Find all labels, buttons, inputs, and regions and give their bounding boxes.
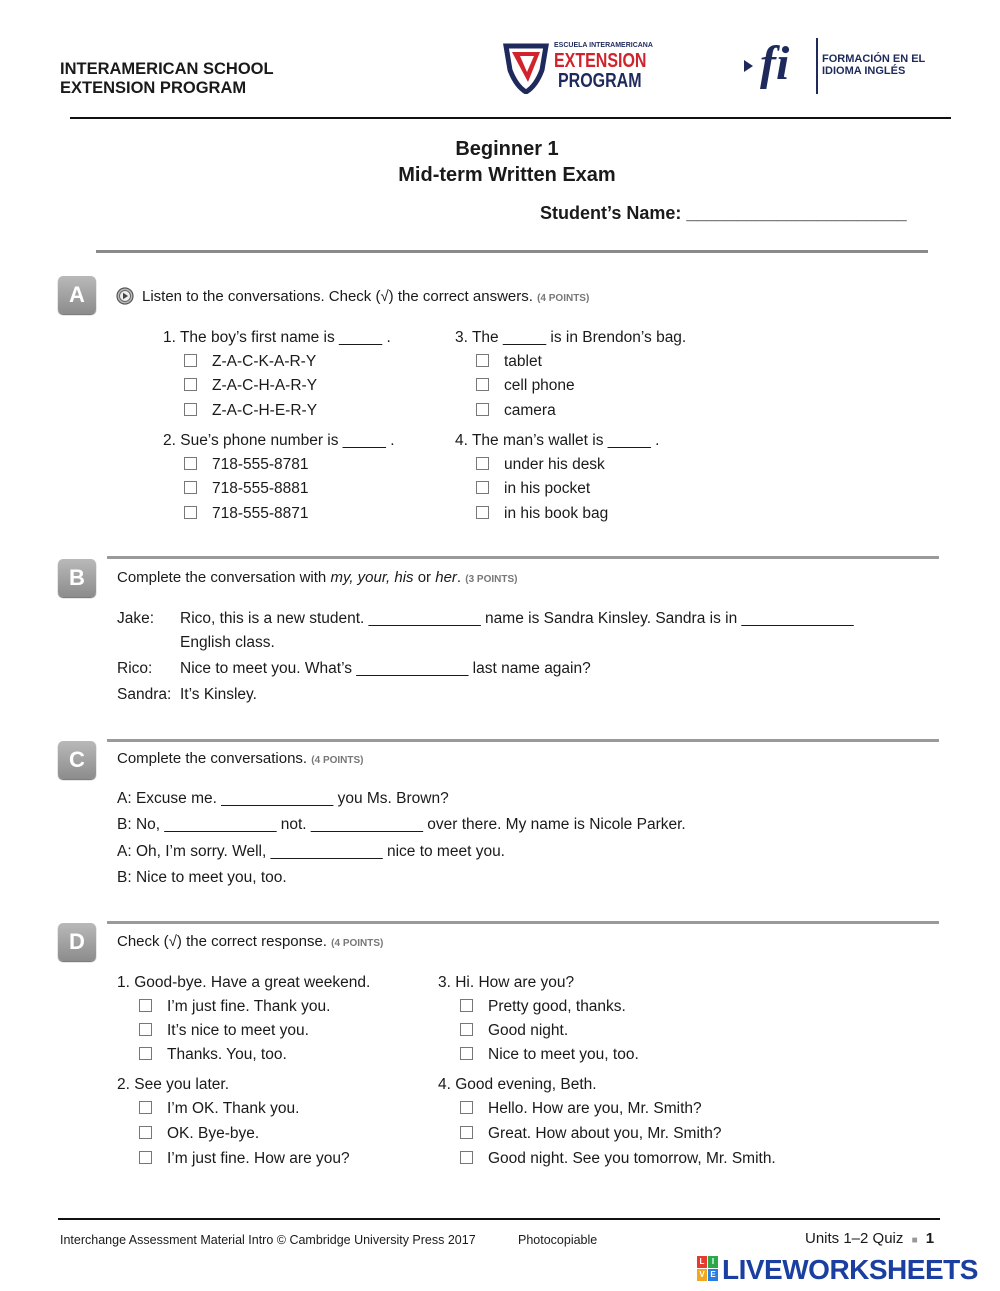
checkbox[interactable] [139,1151,152,1164]
option-label: Hello. How are you, Mr. Smith? [488,1100,702,1117]
logo-program-text: PROGRAM [558,70,642,92]
d-q2-option-3[interactable] [139,1150,350,1168]
section-b-points: (3 POINTS) [465,574,518,585]
a-q1-option-1[interactable] [184,353,316,371]
fi-line-1: FORMACIÓN EN EL [822,53,926,65]
audio-icon[interactable] [116,287,132,303]
logo-extension-text: EXTENSION [554,50,647,72]
section-d-instruction [117,933,383,950]
c-line-2[interactable]: B: No, _____________ not. _____________ over there. My name is Nicole Parker. [117,816,686,833]
fi-line-2: IDIOMA INGLÉS [822,65,906,77]
fi-divider [816,38,818,94]
liveworksheets-watermark[interactable]: LIVEWORKSHEETS [722,1254,978,1285]
b-line-3: It’s Kinsley. [180,686,257,703]
school-line-2: EXTENSION PROGRAM [60,79,247,97]
checkbox[interactable] [139,1047,152,1060]
play-arrow-icon [744,60,753,72]
a-question-1: 1. The boy’s first name is _____ . [163,329,391,346]
option-label: I’m OK. Thank you. [167,1100,300,1117]
checkbox[interactable] [460,1047,473,1060]
option-label: camera [504,402,556,419]
d-q4-option-2[interactable] [460,1125,721,1143]
exam-title-1: Beginner 1 [455,138,559,160]
checkbox[interactable] [460,1151,473,1164]
checkbox[interactable] [139,1126,152,1139]
instr-part: . [456,569,462,586]
option-label: Z-A-C-H-E-R-Y [212,402,318,419]
c-line-3[interactable]: A: Oh, I’m sorry. Well, _____________ nice to meet you. [117,843,505,860]
shield-logo-icon [502,42,550,94]
d-q2-option-1[interactable] [139,1100,299,1118]
option-label: in his pocket [504,480,591,497]
d-q4-option-3[interactable] [460,1150,776,1168]
d-question-3: 3. Hi. How are you? [438,974,575,991]
checkbox[interactable] [476,378,489,391]
instr-text: Complete the conversations. [117,750,308,767]
section-a-badge: A [58,276,96,314]
checkbox[interactable] [460,1101,473,1114]
d-q1-option-2[interactable] [139,1022,309,1040]
checkbox[interactable] [184,378,197,391]
footer-copyright: Interchange Assessment Material Intro © Cambridge University Press 2017 [60,1233,476,1247]
checkbox[interactable] [139,1023,152,1036]
section-d-badge: D [58,923,96,961]
bullet-icon: ■ [911,1235,918,1246]
logo-tile: V [697,1269,707,1281]
option-label: cell phone [504,377,575,394]
section-c-rule [107,739,939,742]
a-q3-option-3[interactable] [476,402,556,420]
instr-text: Check (√) the correct response. [117,933,327,950]
option-label: 718-555-8781 [212,456,309,473]
a-question-3: 3. The _____ is in Brendon’s bag. [455,329,687,346]
option-label: in his book bag [504,505,609,522]
d-q3-option-2[interactable] [460,1022,568,1040]
option-label: Z-A-C-H-A-R-Y [212,377,318,394]
checkbox[interactable] [139,1101,152,1114]
d-question-2: 2. See you later. [117,1076,230,1093]
b-speaker-3: Sandra: [117,686,172,703]
a-question-2: 2. Sue’s phone number is _____ . [163,432,395,449]
footer-rule [58,1218,940,1220]
logo-tile: E [708,1269,718,1281]
checkbox[interactable] [476,457,489,470]
checkbox[interactable] [184,403,197,416]
option-label: It’s nice to meet you. [167,1022,309,1039]
footer-quiz-label [805,1230,934,1247]
a-question-4: 4. The man’s wallet is _____ . [455,432,660,449]
liveworksheets-logo-icon [697,1256,719,1282]
logo-small-text: ESCUELA INTERAMERICANA [554,42,653,49]
section-c-instruction [117,750,364,767]
a-q2-option-3[interactable] [184,505,309,523]
footer-photocopiable: Photocopiable [518,1233,598,1247]
checkbox[interactable] [184,354,197,367]
option-label: 718-555-8871 [212,505,309,522]
section-d-points: (4 POINTS) [331,938,384,949]
b-line-2[interactable]: Nice to meet you. What’s _____________ last name again? [180,660,591,677]
a-q4-option-1[interactable] [476,456,605,474]
checkbox[interactable] [184,481,197,494]
exam-title-2: Mid-term Written Exam [398,164,616,186]
instr-part: or [413,569,436,586]
section-a-points: (4 POINTS) [537,293,590,304]
d-q3-option-1[interactable] [460,998,626,1016]
b-speaker-1: Jake: [117,610,155,627]
option-label: tablet [504,353,542,370]
checkbox[interactable] [184,457,197,470]
option-label: Z-A-C-K-A-R-Y [212,353,317,370]
logo-tile: L [697,1256,707,1268]
option-label: I’m just fine. Thank you. [167,998,331,1015]
section-b-instruction [117,569,518,586]
section-c-points: (4 POINTS) [311,755,364,766]
a-q3-option-2[interactable] [476,377,575,395]
title-rule [96,250,928,253]
option-label: Pretty good, thanks. [488,998,626,1015]
a-q1-option-2[interactable] [184,377,317,395]
option-label: Nice to meet you, too. [488,1046,639,1063]
checkbox[interactable] [460,1023,473,1036]
quiz-label: Units 1–2 Quiz [805,1230,904,1247]
a-q4-option-3[interactable] [476,505,608,523]
d-q4-option-1[interactable] [460,1100,702,1118]
a-q2-option-1[interactable] [184,456,309,474]
checkbox[interactable] [460,999,473,1012]
instr-italic: my, your, his [330,569,414,586]
section-d-rule [107,921,939,924]
option-label: I’m just fine. How are you? [167,1150,350,1167]
logo-tile: I [708,1256,718,1268]
option-label: 718-555-8881 [212,480,309,497]
option-label: Good night. See you tomorrow, Mr. Smith. [488,1150,776,1167]
option-label: Great. How about you, Mr. Smith? [488,1125,722,1142]
a-q3-option-1[interactable] [476,353,542,371]
checkbox[interactable] [139,999,152,1012]
section-c-badge: C [58,741,96,779]
fi-mark: fi [760,37,790,90]
header-rule [70,117,951,119]
d-q1-option-3[interactable] [139,1046,287,1064]
d-q1-option-1[interactable] [139,998,330,1016]
student-name-field[interactable]: Student’s Name: ______________________ [540,203,907,223]
option-label: Thanks. You, too. [167,1046,287,1063]
d-question-1: 1. Good-bye. Have a great weekend. [117,974,371,991]
instr-italic: her [435,569,457,586]
checkbox[interactable] [460,1126,473,1139]
section-a-instruction-text: Listen to the conversations. Check (√) the correct answers. [142,288,533,305]
d-question-4: 4. Good evening, Beth. [438,1076,597,1093]
school-name [60,60,274,98]
checkbox[interactable] [476,481,489,494]
page-number: 1 [925,1230,935,1247]
b-line-1-cont: English class. [180,634,275,651]
option-label: Good night. [488,1022,569,1039]
fi-text [822,53,925,77]
a-q4-option-2[interactable] [476,480,590,498]
instr-part: Complete the conversation with [117,569,331,586]
section-a-instruction [142,288,589,305]
section-b-badge: B [58,559,96,597]
d-q3-option-3[interactable] [460,1046,639,1064]
checkbox[interactable] [476,403,489,416]
option-label: OK. Bye-bye. [167,1125,260,1142]
fi-logo [744,38,944,96]
school-line-1: INTERAMERICAN SCHOOL [60,60,274,78]
checkbox[interactable] [476,506,489,519]
a-q1-option-3[interactable] [184,402,317,420]
checkbox[interactable] [476,354,489,367]
checkbox[interactable] [184,506,197,519]
c-line-4: B: Nice to meet you, too. [117,869,287,886]
b-line-1[interactable]: Rico, this is a new student. _____________ name is Sandra Kinsley. Sandra is in _____________ [180,610,854,627]
c-line-1[interactable]: A: Excuse me. _____________ you Ms. Brown? [117,790,449,807]
b-speaker-2: Rico: [117,660,153,677]
option-label: under his desk [504,456,605,473]
d-q2-option-2[interactable] [139,1125,259,1143]
a-q2-option-2[interactable] [184,480,309,498]
extension-program-logo [500,40,653,96]
section-b-rule [107,556,939,559]
